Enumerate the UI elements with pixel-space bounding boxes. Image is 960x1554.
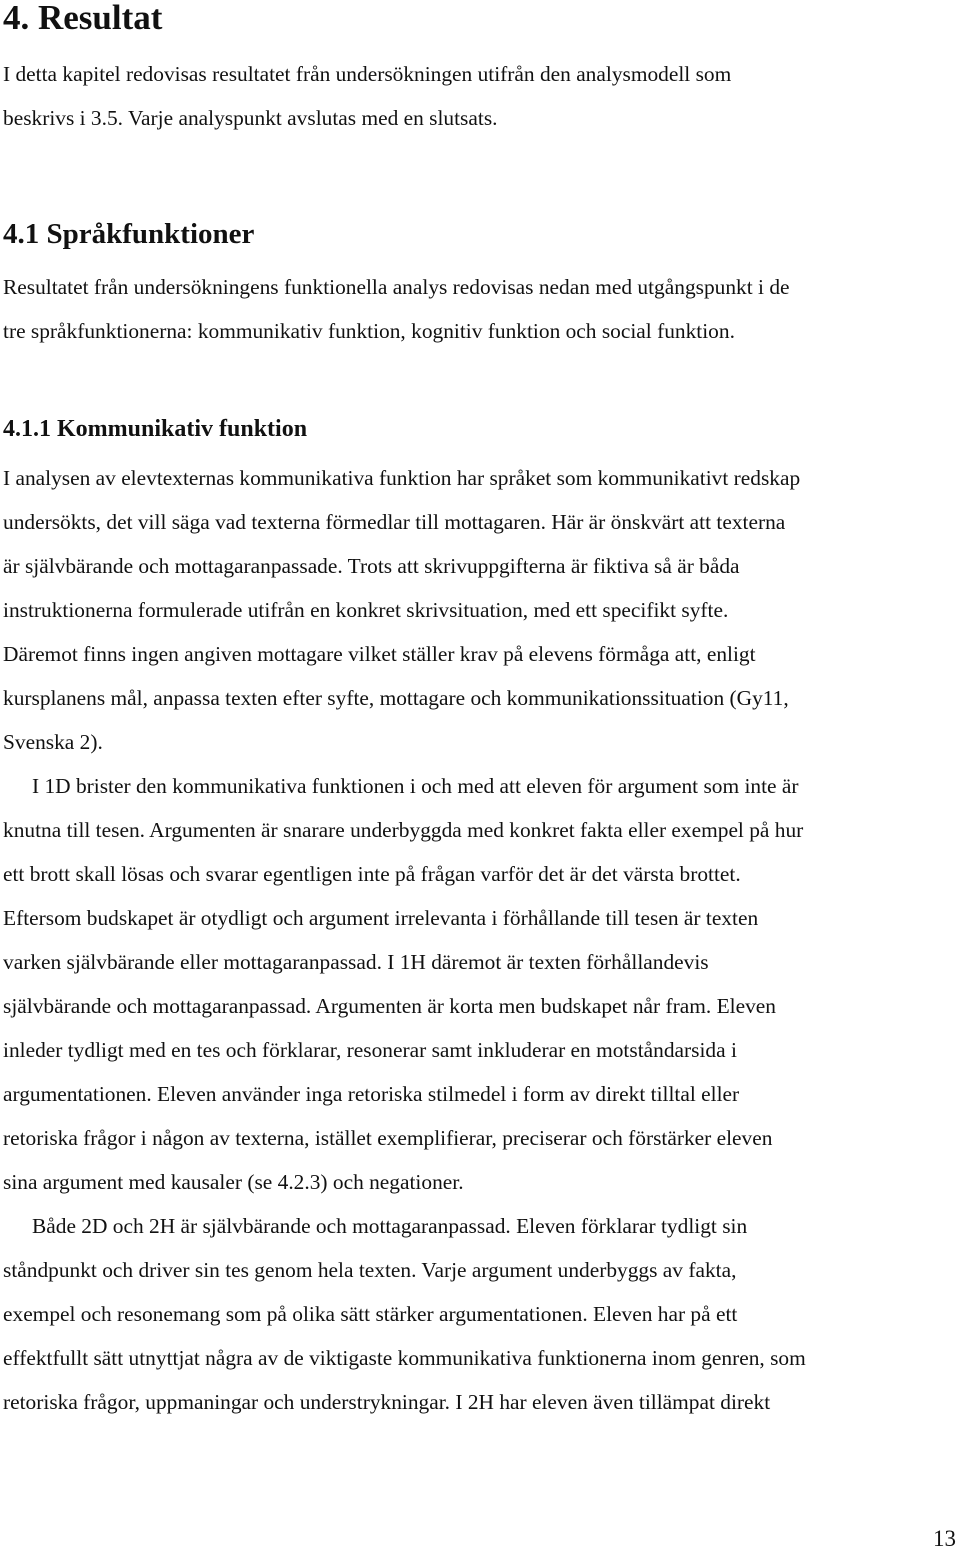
text-line: retoriska frågor, uppmaningar och understrykningar. I 2H har eleven även tillämpat direkt [3,1390,771,1414]
text-line: tre språkfunktionerna: kommunikativ funktion, kognitiv funktion och social funktion. [3,319,735,343]
text-line: Svenska 2). [3,730,103,754]
text-line: argumentationen. Eleven använder inga retoriska stilmedel i form av direkt tilltal eller [3,1082,740,1106]
text-line: I 1D brister den kommunikativa funktionen i och med att eleven för argument som inte är [32,774,799,798]
section-heading: 4.1 Språkfunktioner [3,218,255,250]
text-line: Resultatet från undersökningens funktionella analys redovisas nedan med utgångspunkt i de [3,275,790,299]
subsection-heading: 4.1.1 Kommunikativ funktion [3,416,308,442]
text-line: undersökts, det vill säga vad texterna förmedlar till mottagaren. Här är önskvärt att texterna [3,510,786,534]
subsection-body [3,456,806,1424]
text-line: inleder tydligt med en tes och förklarar, resonerar samt inkluderar en motståndarsida i [3,1038,737,1062]
text-line: varken självbärande eller mottagaranpassad. I 1H däremot är texten förhållandevis [3,950,709,974]
text-line: exempel och resonemang som på olika sätt stärker argumentationen. Eleven har på ett [3,1302,738,1326]
chapter-heading: 4. Resultat [3,0,163,37]
text-line: I detta kapitel redovisas resultatet från undersökningen utifrån den analysmodell som [3,62,732,86]
text-line: självbärande och mottagaranpassad. Argumenten är korta men budskapet når fram. Eleven [3,994,776,1018]
text-line: sina argument med kausaler (se 4.2.3) och negationer. [3,1170,464,1194]
text-line: ett brott skall lösas och svarar egentligen inte på frågan varför det är det värsta brottet. [3,862,741,886]
text-line: retoriska frågor i någon av texterna, istället exemplifierar, preciserar och förstärker eleven [3,1126,773,1150]
text-line: effektfullt sätt utnyttjat några av de viktigaste kommunikativa funktionerna inom genren, som [3,1346,806,1370]
text-line: instruktionerna formulerade utifrån en konkret skrivsituation, med ett specifikt syfte. [3,598,729,622]
text-line: knutna till tesen. Argumenten är snarare underbyggda med konkret fakta eller exempel på hur [3,818,804,842]
text-line: Både 2D och 2H är självbärande och mottagaranpassad. Eleven förklarar tydligt sin [32,1214,748,1238]
text-line: ståndpunkt och driver sin tes genom hela texten. Varje argument underbyggs av fakta, [3,1258,737,1282]
text-line: Däremot finns ingen angiven mottagare vilket ställer krav på elevens förmåga att, enligt [3,642,756,666]
text-line: beskrivs i 3.5. Varje analyspunkt avslutas med en slutsats. [3,106,498,130]
text-line: Eftersom budskapet är otydligt och argument irrelevanta i förhållande till tesen är texten [3,906,759,930]
text-line: kursplanens mål, anpassa texten efter syfte, mottagare och kommunikationssituation (Gy11, [3,686,789,710]
text-line: är självbärande och mottagaranpassade. Trots att skrivuppgifterna är fiktiva så är båda [3,554,740,578]
intro-paragraph [3,52,731,140]
section-paragraph [3,265,790,353]
text-line: I analysen av elevtexternas kommunikativa funktion har språket som kommunikativt redskap [3,466,801,490]
page-number: 13 [933,1526,956,1551]
